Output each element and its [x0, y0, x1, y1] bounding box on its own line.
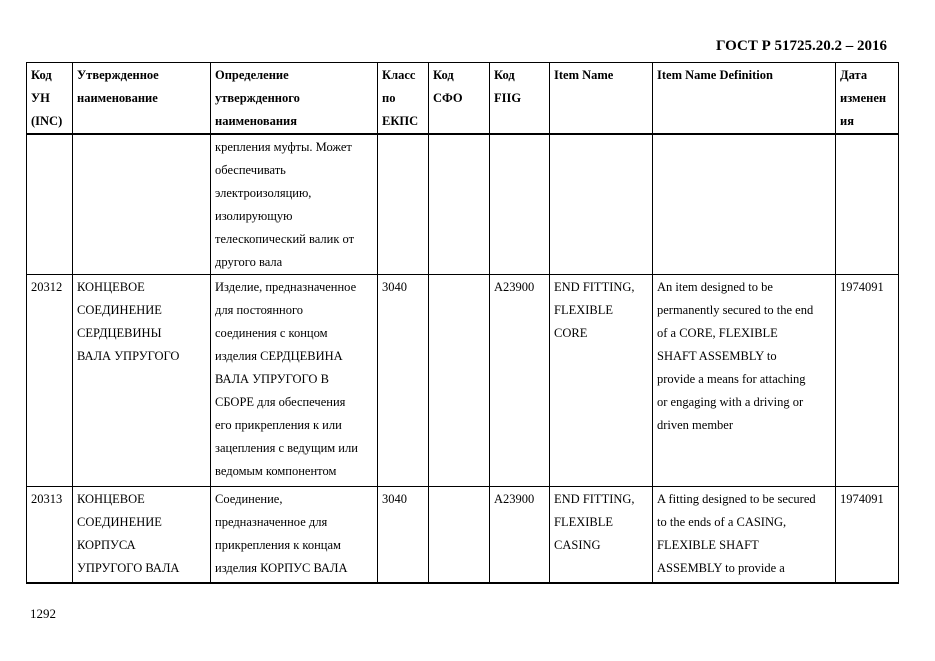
- cell-sfo: [429, 275, 490, 487]
- cell-inc: 20312: [27, 275, 73, 487]
- cell-definition: Соединение, предназначенное для прикрепления к концам изделия КОРПУС ВАЛА: [211, 487, 378, 583]
- cell-inc: 20313: [27, 487, 73, 583]
- col-header-class: Класс по ЕКПС: [378, 63, 429, 135]
- classification-table: [26, 62, 899, 584]
- col-header-item-definition: Item Name Definition: [653, 63, 836, 135]
- table-row: [27, 487, 899, 583]
- col-header-inc: Код УН (INC): [27, 63, 73, 135]
- cell-name: [73, 134, 211, 275]
- cell-fiig: A23900: [490, 487, 550, 583]
- col-header-name: Утвержденное наименование: [73, 63, 211, 135]
- table-row: [27, 275, 899, 487]
- col-header-definition: Определение утвержденного наименования: [211, 63, 378, 135]
- cell-definition: Изделие, предназначенное для постоянного соединения с концом изделия СЕРДЦЕВИНА ВАЛА УПРУГОГО В СБОРЕ для обеспечения его прикрепления к или зацепления с ведущим или ведомым компонентом: [211, 275, 378, 487]
- cell-date: [836, 134, 899, 275]
- table-header-row: [27, 63, 899, 135]
- cell-class: 3040: [378, 275, 429, 487]
- cell-fiig: [490, 134, 550, 275]
- cell-item-name: END FITTING, FLEXIBLE CASING: [550, 487, 653, 583]
- cell-definition: крепления муфты. Может обеспечивать электроизоляцию, изолирующую телескопический валик от другого вала: [211, 134, 378, 275]
- cell-item-definition: An item designed to be permanently secured to the end of a CORE, FLEXIBLE SHAFT ASSEMBLY to provide a means for attaching or engaging with a driving or driven member: [653, 275, 836, 487]
- cell-date: 1974091: [836, 275, 899, 487]
- cell-class: 3040: [378, 487, 429, 583]
- col-header-sfo: Код СФО: [429, 63, 490, 135]
- cell-date: 1974091: [836, 487, 899, 583]
- cell-sfo: [429, 134, 490, 275]
- cell-item-name: [550, 134, 653, 275]
- standard-designation: ГОСТ Р 51725.20.2 – 2016: [715, 38, 887, 54]
- cell-name: КОНЦЕВОЕ СОЕДИНЕНИЕ СЕРДЦЕВИНЫ ВАЛА УПРУГОГО: [73, 275, 211, 487]
- cell-item-name: END FITTING, FLEXIBLE CORE: [550, 275, 653, 487]
- col-header-item-name: Item Name: [550, 63, 653, 135]
- cell-class: [378, 134, 429, 275]
- cell-fiig: A23900: [490, 275, 550, 487]
- cell-item-definition: A fitting designed to be secured to the ends of a CASING, FLEXIBLE SHAFT ASSEMBLY to provide a: [653, 487, 836, 583]
- page-number: 1292: [30, 606, 56, 621]
- table-row: [27, 134, 899, 275]
- cell-item-definition: [653, 134, 836, 275]
- cell-sfo: [429, 487, 490, 583]
- col-header-date: Дата изменен ия: [836, 63, 899, 135]
- col-header-fiig: Код FIIG: [490, 63, 550, 135]
- cell-inc: [27, 134, 73, 275]
- cell-name: КОНЦЕВОЕ СОЕДИНЕНИЕ КОРПУСА УПРУГОГО ВАЛА: [73, 487, 211, 583]
